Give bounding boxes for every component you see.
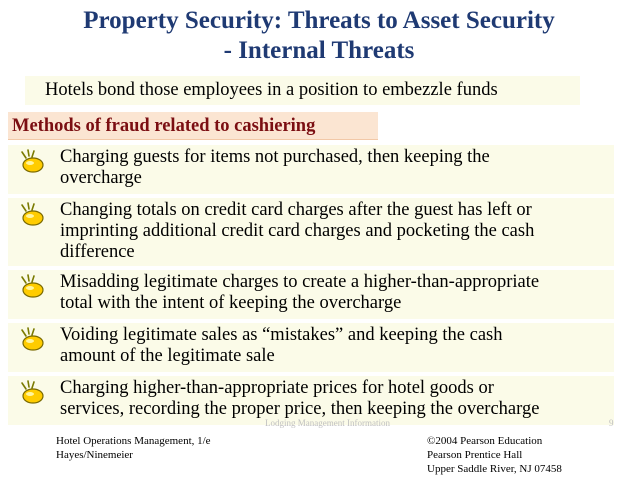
bullet-item: [8, 270, 614, 319]
footer-right: [427, 434, 562, 476]
bullet-text: [60, 272, 612, 314]
page-number: 9: [609, 418, 614, 428]
bullet-line: amount of the legitimate sale: [60, 346, 275, 366]
footer-left-line1: Hotel Operations Management, 1/e: [56, 435, 211, 447]
bullet-line: imprinting additional credit card charges and pocketing the cash: [60, 221, 535, 241]
watermark-text: Lodging Management Information: [265, 418, 390, 428]
bullet-item: [8, 323, 614, 372]
bullet-text: [60, 325, 612, 367]
bullet-text: [60, 200, 612, 263]
bullet-line: Misadding legitimate charges to create a higher-than-appropriate: [60, 272, 540, 292]
bullet-item: [8, 198, 614, 266]
bullet-icon: [18, 149, 48, 175]
subtitle-bar: Hotels bond those employees in a position to embezzle funds: [25, 76, 580, 105]
bullet-line: overcharge: [60, 168, 142, 188]
slide-title-line1: Property Security: Threats to Asset Security: [83, 7, 555, 34]
slide-title: [0, 6, 638, 66]
bullet-icon: [18, 274, 48, 300]
footer-right-line1: ©2004 Pearson Education: [427, 435, 543, 447]
bullet-item: [8, 145, 614, 194]
bullet-icon: [18, 327, 48, 353]
slide-title-line2: - Internal Threats: [223, 37, 415, 64]
bullet-line: Voiding legitimate sales as “mistakes” and keeping the cash: [60, 325, 503, 345]
bullet-text: [60, 378, 612, 420]
bullet-icon: [18, 202, 48, 228]
bullet-line: Charging guests for items not purchased, then keeping the: [60, 147, 490, 167]
bullet-icon: [18, 380, 48, 406]
bullet-text: [60, 147, 612, 189]
bullet-line: difference: [60, 242, 135, 262]
bullet-line: total with the intent of keeping the overcharge: [60, 293, 402, 313]
footer-left-line2: Hayes/Ninemeier: [56, 449, 133, 461]
section-heading: Methods of fraud related to cashiering: [8, 112, 378, 140]
bullet-line: Charging higher-than-appropriate prices for hotel goods or: [60, 378, 494, 398]
footer-left: [56, 434, 211, 462]
bullet-line: services, recording the proper price, then keeping the overcharge: [60, 399, 540, 419]
footer-right-line3: Upper Saddle River, NJ 07458: [427, 463, 562, 475]
footer-right-line2: Pearson Prentice Hall: [427, 449, 523, 461]
bullet-line: Changing totals on credit card charges after the guest has left or: [60, 200, 532, 220]
